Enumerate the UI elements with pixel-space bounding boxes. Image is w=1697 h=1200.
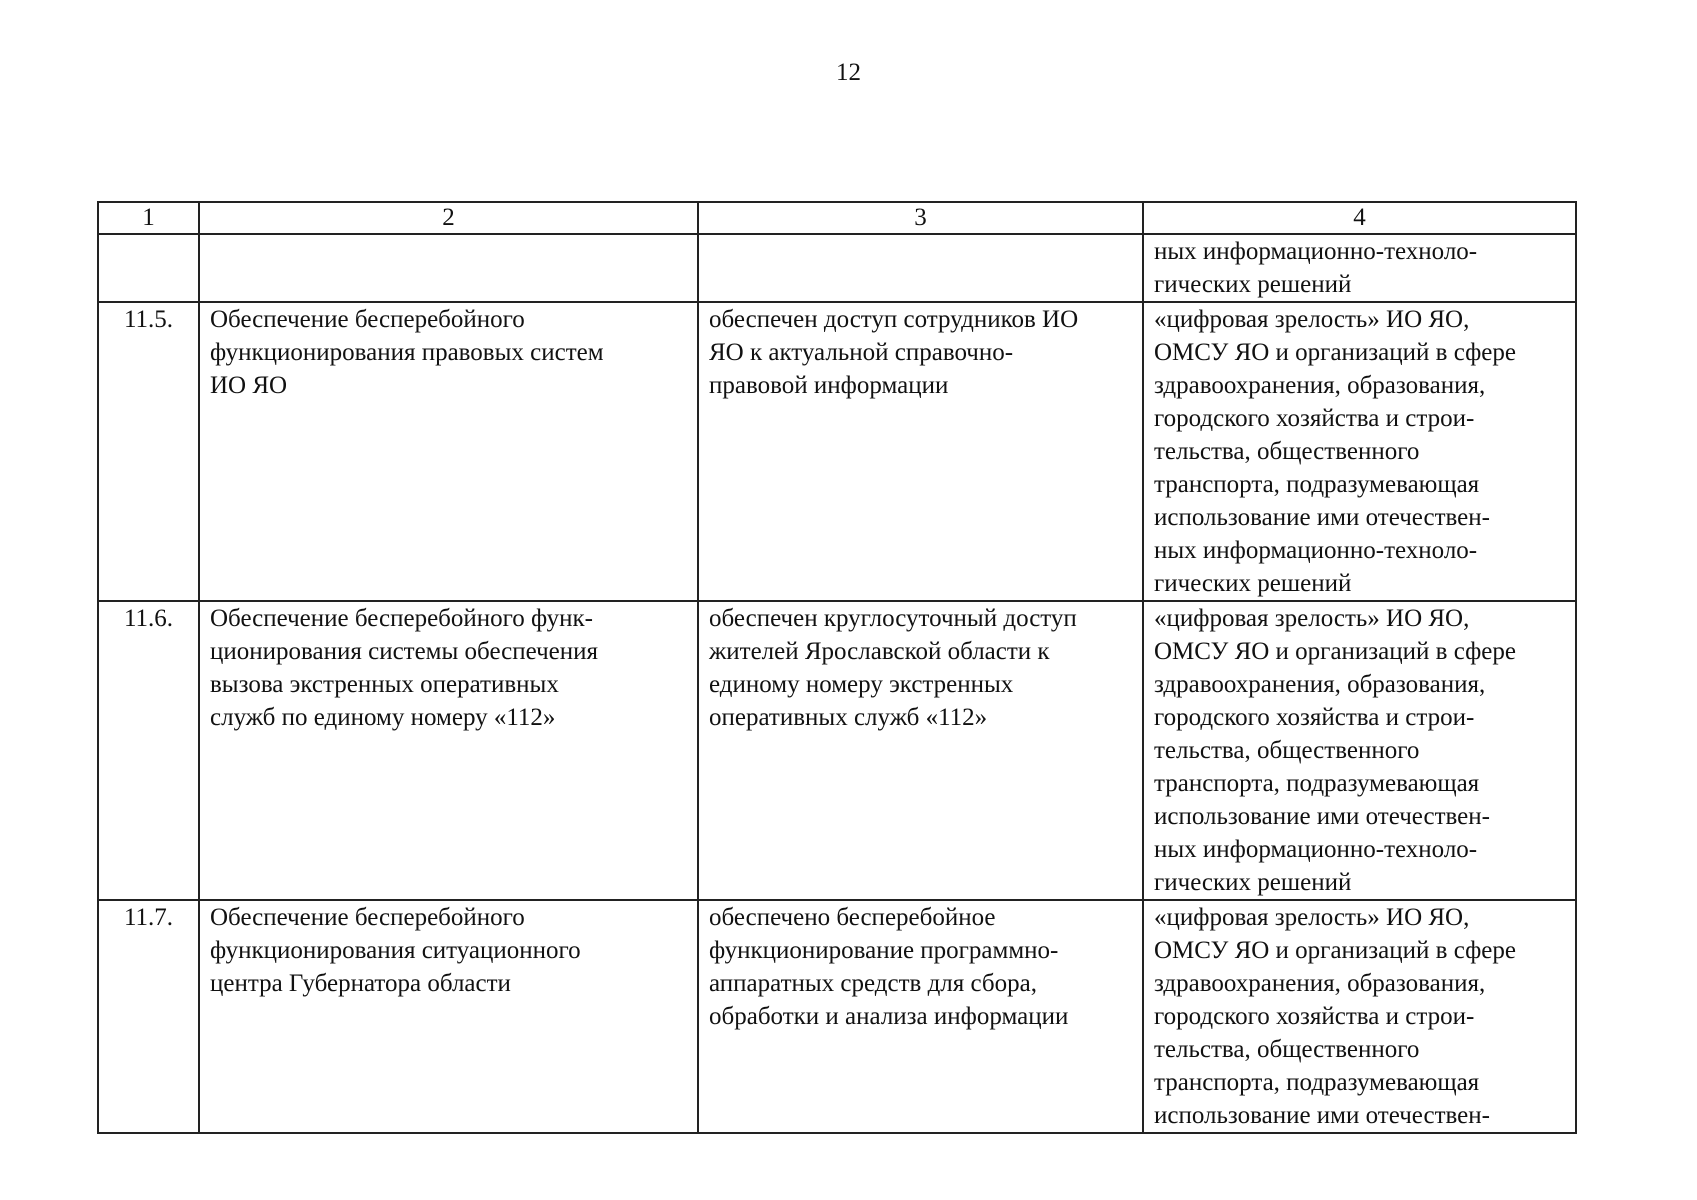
row-number [98, 900, 199, 1133]
measure-cell [199, 234, 698, 302]
result-text: обеспечено бесперебойное функционирование программно- аппаратных средств для сбора, обработки и анализа информации [709, 904, 1069, 1030]
column-header-3: 3 [698, 202, 1143, 234]
result-cell [698, 302, 1143, 601]
table-header-row [98, 202, 1576, 234]
row-number [98, 601, 199, 900]
table-row [98, 234, 1576, 302]
table-row [98, 302, 1576, 601]
indicator-cell [1143, 302, 1576, 601]
row-number-text: 11.7. [123, 904, 174, 931]
row-number [98, 302, 199, 601]
measures-table [97, 201, 1577, 1134]
indicator-text: «цифровая зрелость» ИО ЯО, ОМСУ ЯО и организаций в сфере здравоохранения, образования, городского хозяйства и строи- тельства, общественного транспорта, подразумевающая использование ими отечествен- [1154, 904, 1516, 1129]
result-text: обеспечен круглосуточный доступ жителей Ярославской области к единому номеру экстренных оперативных служб «112» [709, 605, 1077, 731]
table-row [98, 601, 1576, 900]
page-number: 12 [836, 59, 861, 86]
indicator-cell [1143, 234, 1576, 302]
indicator-text: «цифровая зрелость» ИО ЯО, ОМСУ ЯО и организаций в сфере здравоохранения, образования, городского хозяйства и строи- тельства, общественного транспорта, подразумевающая использование ими отечествен- ных информационно-техноло- гических решений [1154, 306, 1516, 597]
indicator-cell [1143, 601, 1576, 900]
column-header-4: 4 [1143, 202, 1576, 234]
column-header-2: 2 [199, 202, 698, 234]
indicator-text: ных информационно-техноло- гических решений [1154, 238, 1478, 298]
row-number-text: 11.5. [123, 306, 174, 333]
result-cell [698, 601, 1143, 900]
measure-text: Обеспечение бесперебойного функ- ционирования системы обеспечения вызова экстренных оперативных служб по единому номеру «112» [210, 605, 599, 731]
measure-cell [199, 302, 698, 601]
result-text: обеспечен доступ сотрудников ИО ЯО к актуальной справочно- правовой информации [709, 306, 1079, 399]
row-number-text: 11.6. [123, 605, 174, 632]
indicator-text: «цифровая зрелость» ИО ЯО, ОМСУ ЯО и организаций в сфере здравоохранения, образования, городского хозяйства и строи- тельства, общественного транспорта, подразумевающая использование ими отечествен- ных информационно-техноло- гических решений [1154, 605, 1516, 896]
indicator-cell [1143, 900, 1576, 1133]
column-header-1: 1 [98, 202, 199, 234]
result-cell [698, 900, 1143, 1133]
result-cell [698, 234, 1143, 302]
measure-text: Обеспечение бесперебойного функционирования ситуационного центра Губернатора области [210, 904, 581, 997]
measure-cell [199, 900, 698, 1133]
measure-cell [199, 601, 698, 900]
table-row [98, 900, 1576, 1133]
row-number [98, 234, 199, 302]
measure-text: Обеспечение бесперебойного функционирования правовых систем ИО ЯО [210, 306, 604, 399]
